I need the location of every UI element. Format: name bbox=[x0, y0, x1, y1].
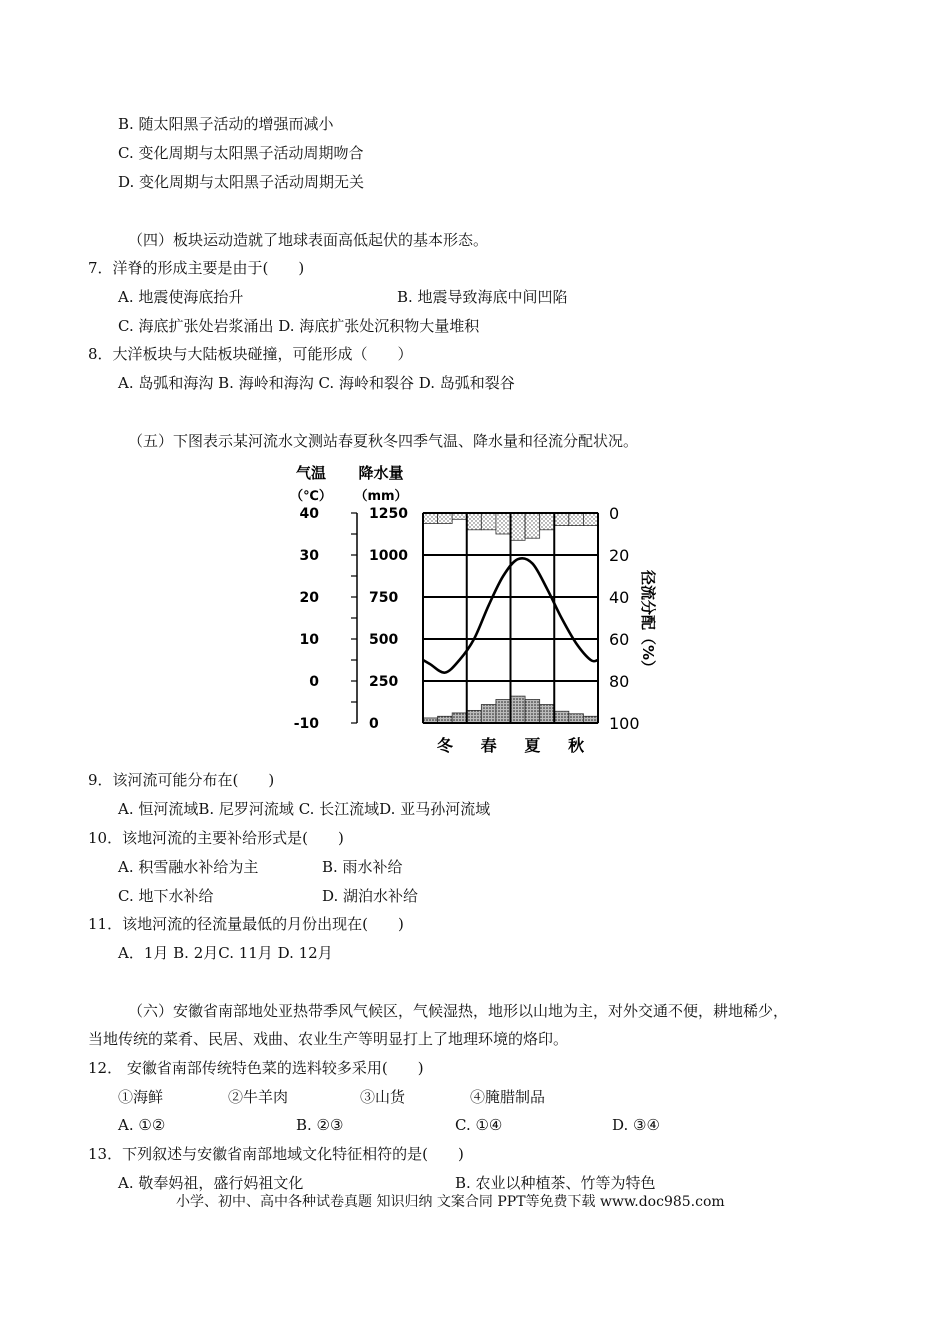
runoff-bar bbox=[467, 513, 482, 530]
q8-options: A. 岛弧和海沟 B. 海岭和海沟 C. 海岭和裂谷 D. 岛弧和裂谷 bbox=[118, 374, 515, 392]
temperature-tick-label: 20 bbox=[299, 590, 319, 606]
precipitation-tick-label: 250 bbox=[369, 674, 399, 690]
precipitation-bar bbox=[438, 716, 453, 723]
season-labels bbox=[437, 736, 584, 755]
season-label: 冬 bbox=[436, 736, 453, 755]
q12-option-c: C. ①④ bbox=[455, 1116, 503, 1134]
q6-option-b: B. 随太阳黑子活动的增强而减小 bbox=[118, 115, 334, 133]
runoff-bar bbox=[496, 513, 511, 534]
runoff-axis-label: 径流分配（%） bbox=[639, 570, 657, 676]
hydrology-chart bbox=[285, 458, 665, 758]
q12-item-4: ④腌腊制品 bbox=[470, 1088, 546, 1106]
q8-stem: 8．大洋板块与大陆板块碰撞，可能形成（ ） bbox=[88, 345, 413, 363]
runoff-tick-label: 0 bbox=[609, 504, 620, 523]
precipitation-bar bbox=[583, 716, 598, 723]
temperature-tick-label: 40 bbox=[299, 506, 319, 522]
q9-options: A. 恒河流域B. 尼罗河流域 C. 长江流域D. 亚马孙河流域 bbox=[118, 800, 491, 818]
section4-intro: （四）板块运动造就了地球表面高低起伏的基本形态。 bbox=[128, 231, 489, 249]
precipitation-bar bbox=[452, 713, 467, 723]
q7-stem: 7．洋脊的形成主要是由于( ) bbox=[88, 259, 305, 277]
precipitation-bar bbox=[511, 696, 526, 723]
runoff-tick-label: 100 bbox=[609, 714, 640, 733]
precipitation-tick-label: 1000 bbox=[369, 548, 408, 564]
runoff-tick-label: 60 bbox=[609, 630, 630, 649]
precipitation-tick-label: 750 bbox=[369, 590, 399, 606]
precipitation-axis-label: 降水量 bbox=[358, 464, 404, 482]
q12-option-b: B. ②③ bbox=[296, 1116, 344, 1134]
runoff-bar bbox=[540, 513, 555, 530]
precipitation-bar bbox=[481, 705, 496, 723]
temperature-axis bbox=[294, 506, 320, 732]
runoff-bar bbox=[481, 513, 496, 530]
temperature-tick-label: 30 bbox=[299, 548, 319, 564]
q6-option-c: C. 变化周期与太阳黑子活动周期吻合 bbox=[118, 144, 364, 162]
q13-option-b: B. 农业以种植茶、竹等为特色 bbox=[455, 1174, 656, 1192]
precipitation-bar bbox=[496, 699, 511, 723]
precipitation-axis bbox=[351, 506, 408, 732]
q6-option-d: D. 变化周期与太阳黑子活动周期无关 bbox=[118, 173, 365, 191]
runoff-tick-label: 40 bbox=[609, 588, 630, 607]
precipitation-bar bbox=[525, 699, 540, 723]
precipitation-bar bbox=[467, 710, 482, 723]
footer: 小学、初中、高中各种试卷真题 知识归纳 文案合同 PPT等免费下载 www.doc985.com bbox=[176, 1194, 725, 1210]
q10-stem: 10．该地河流的主要补给形式是( ) bbox=[88, 829, 344, 847]
runoff-tick-label: 20 bbox=[609, 546, 630, 565]
temperature-tick-label: -10 bbox=[293, 716, 319, 732]
temperature-axis-label: 气温 bbox=[295, 464, 327, 482]
q13-stem: 13．下列叙述与安徽省南部地域文化特征相符的是( ) bbox=[88, 1145, 464, 1163]
q11-stem: 11．该地河流的径流量最低的月份出现在( ) bbox=[88, 915, 404, 933]
q10-option-a: A. 积雪融水补给为主 bbox=[118, 858, 259, 876]
plot-area bbox=[423, 513, 598, 723]
precipitation-tick-label: 1250 bbox=[369, 506, 408, 522]
runoff-bar bbox=[423, 513, 438, 524]
runoff-bar bbox=[438, 513, 453, 524]
q10-option-c: C. 地下水补给 bbox=[118, 887, 214, 905]
season-label: 秋 bbox=[568, 736, 585, 755]
q7-option-b: B. 地震导致海底中间凹陷 bbox=[397, 288, 568, 306]
temperature-tick-label: 10 bbox=[299, 632, 319, 648]
q10-option-b: B. 雨水补给 bbox=[322, 858, 403, 876]
section5-intro: （五）下图表示某河流水文测站春夏秋冬四季气温、降水量和径流分配状况。 bbox=[128, 432, 639, 450]
runoff-tick-label: 80 bbox=[609, 672, 630, 691]
precipitation-tick-label: 0 bbox=[369, 716, 379, 732]
q9-stem: 9．该河流可能分布在( ) bbox=[88, 771, 275, 789]
precipitation-bar bbox=[540, 705, 555, 723]
season-label: 春 bbox=[480, 736, 497, 755]
q11-options: A．1月 B. 2月C. 11月 D. 12月 bbox=[118, 944, 333, 962]
precipitation-bar bbox=[569, 714, 584, 723]
temperature-tick-label: 0 bbox=[309, 674, 319, 690]
q12-item-1: ①海鲜 bbox=[118, 1088, 164, 1106]
temperature-axis-unit: （℃） bbox=[290, 489, 332, 504]
q12-stem: 12． 安徽省南部传统特色菜的选料较多采用( ) bbox=[88, 1059, 424, 1077]
section6-intro-line2: 当地传统的菜肴、民居、戏曲、农业生产等明显打上了地理环境的烙印。 bbox=[88, 1030, 569, 1048]
runoff-axis bbox=[609, 504, 640, 733]
q7-option-cd: C. 海底扩张处岩浆涌出 D. 海底扩张处沉积物大量堆积 bbox=[118, 317, 480, 335]
q12-item-3: ③山货 bbox=[360, 1088, 406, 1106]
precipitation-tick-label: 500 bbox=[369, 632, 399, 648]
q12-item-2: ②牛羊肉 bbox=[228, 1088, 289, 1106]
runoff-bar bbox=[554, 513, 569, 526]
q12-option-a: A. ①② bbox=[118, 1116, 166, 1134]
runoff-bar bbox=[525, 513, 540, 538]
q10-option-d: D. 湖泊水补给 bbox=[322, 887, 419, 905]
runoff-bar bbox=[511, 513, 526, 540]
runoff-bar bbox=[569, 513, 584, 526]
q13-option-a: A. 敬奉妈祖，盛行妈祖文化 bbox=[118, 1174, 304, 1192]
q12-option-d: D. ③④ bbox=[612, 1116, 660, 1134]
section6-intro-line1: （六）安徽省南部地处亚热带季风气候区，气候湿热，地形以山地为主，对外交通不便，耕地稀少， bbox=[128, 1002, 789, 1020]
precipitation-axis-unit: （mm） bbox=[354, 489, 408, 504]
season-label: 夏 bbox=[524, 736, 541, 755]
precipitation-bar bbox=[554, 711, 569, 723]
runoff-bar bbox=[583, 513, 598, 526]
q7-option-a: A. 地震使海底抬升 bbox=[118, 288, 244, 306]
